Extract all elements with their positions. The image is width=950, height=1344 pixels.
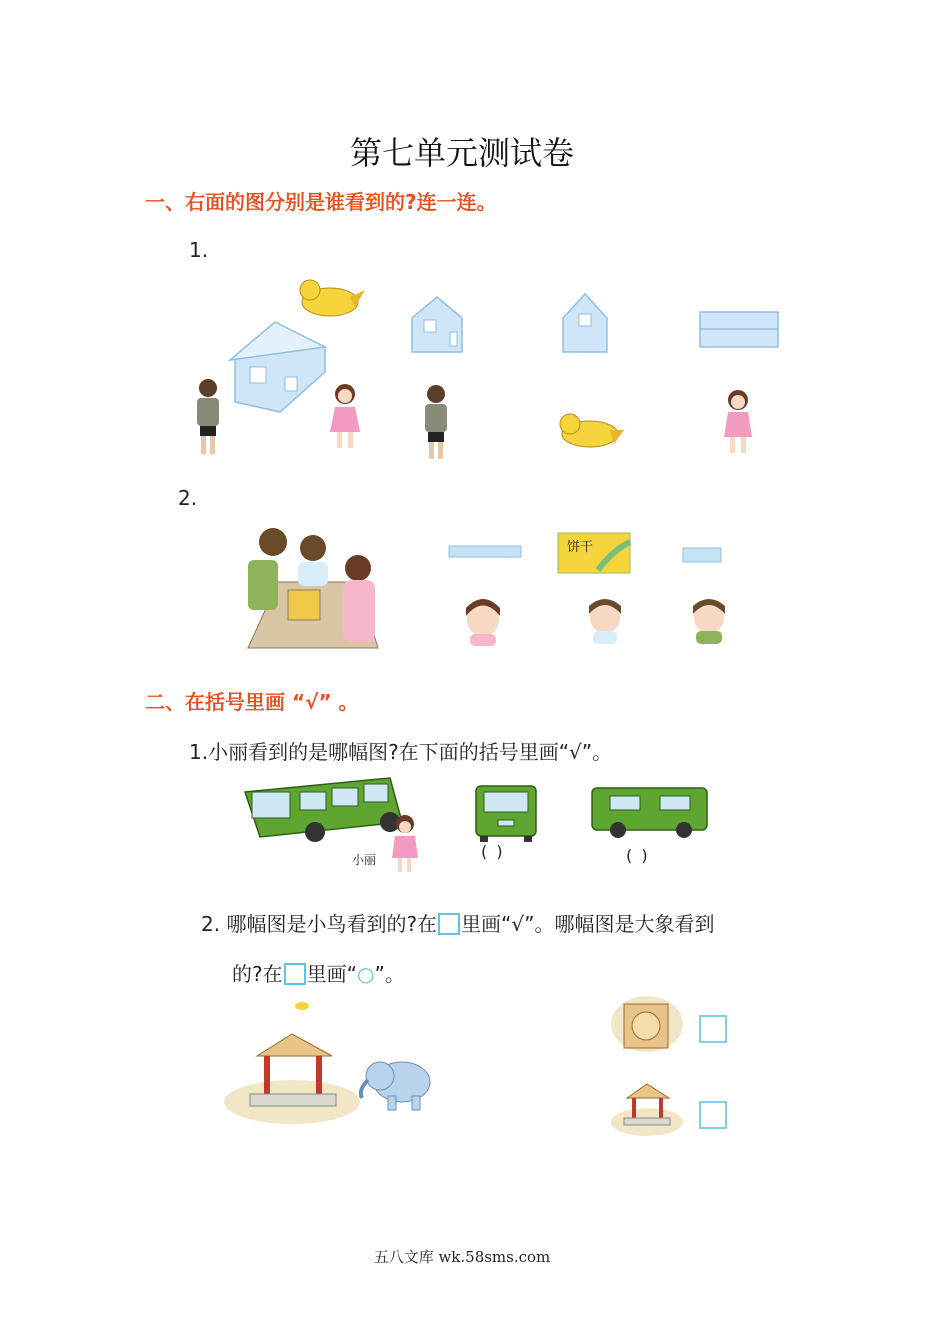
house-top-view	[700, 312, 778, 347]
bus-illustration	[245, 778, 402, 842]
children-at-table-illustration	[248, 528, 378, 648]
boy-face-illustration	[589, 599, 621, 644]
viewpoint-scene-1	[190, 272, 790, 467]
girl-illustration-2	[724, 390, 752, 453]
girl-face-illustration	[466, 599, 500, 646]
footer-watermark: 五八文库 wk.58sms.com	[373, 1248, 551, 1266]
question-2-1-text: 1.小丽看到的是哪幅图?在下面的括号里画“√”。	[189, 740, 613, 764]
question-1-1-number: 1.	[189, 238, 209, 262]
circle-mark-icon: ○	[357, 962, 375, 986]
house-illustration	[230, 322, 325, 412]
page-title: 第七单元测试卷	[349, 134, 574, 172]
answer-box-sample-2	[284, 963, 306, 985]
question-1-2-number: 2.	[178, 486, 198, 510]
question-2-2-line-2: 的?在 里画“○”。	[232, 962, 405, 986]
table-side-view-long	[449, 546, 521, 557]
cake-box-top-view	[558, 533, 630, 573]
house-front-view	[412, 297, 462, 352]
small-bird-illustration	[295, 1002, 309, 1010]
house-side-view	[563, 294, 607, 352]
bird-illustration-2	[560, 414, 624, 447]
answer-box-sample	[438, 913, 460, 935]
section-2-heading: 二、在括号里画 “√” 。	[145, 690, 359, 714]
pavilion-scene	[222, 994, 742, 1144]
viewpoint-scene-2	[218, 520, 738, 650]
cake-label: 饼干	[567, 540, 594, 555]
answer-box-side-view[interactable]	[700, 1102, 726, 1128]
pavilion-side-view	[611, 1084, 683, 1136]
bus-front-view	[476, 786, 536, 842]
pavilion-top-view	[611, 996, 683, 1052]
boy-back-illustration	[197, 379, 219, 454]
pavilion-illustration	[224, 1034, 360, 1124]
xiaoli-label: 小丽	[352, 853, 377, 867]
bus-side-view	[592, 788, 707, 838]
section-1-heading: 一、右面的图分别是谁看到的?连一连。	[145, 190, 497, 214]
elephant-illustration	[361, 1062, 430, 1110]
bird-illustration	[300, 280, 365, 316]
question-2-2-line-1: 2. 哪幅图是小鸟看到的?在 里画“√”。哪幅图是大象看到	[201, 912, 715, 936]
girl-illustration	[330, 384, 360, 448]
boy-face-illustration-2	[693, 599, 725, 644]
boy-back-illustration-2	[425, 385, 447, 459]
table-side-view-short	[683, 548, 721, 562]
answer-bracket-2[interactable]: ( )	[626, 846, 650, 865]
answer-box-top-view[interactable]	[700, 1016, 726, 1042]
answer-bracket-1[interactable]: ( )	[481, 842, 505, 861]
